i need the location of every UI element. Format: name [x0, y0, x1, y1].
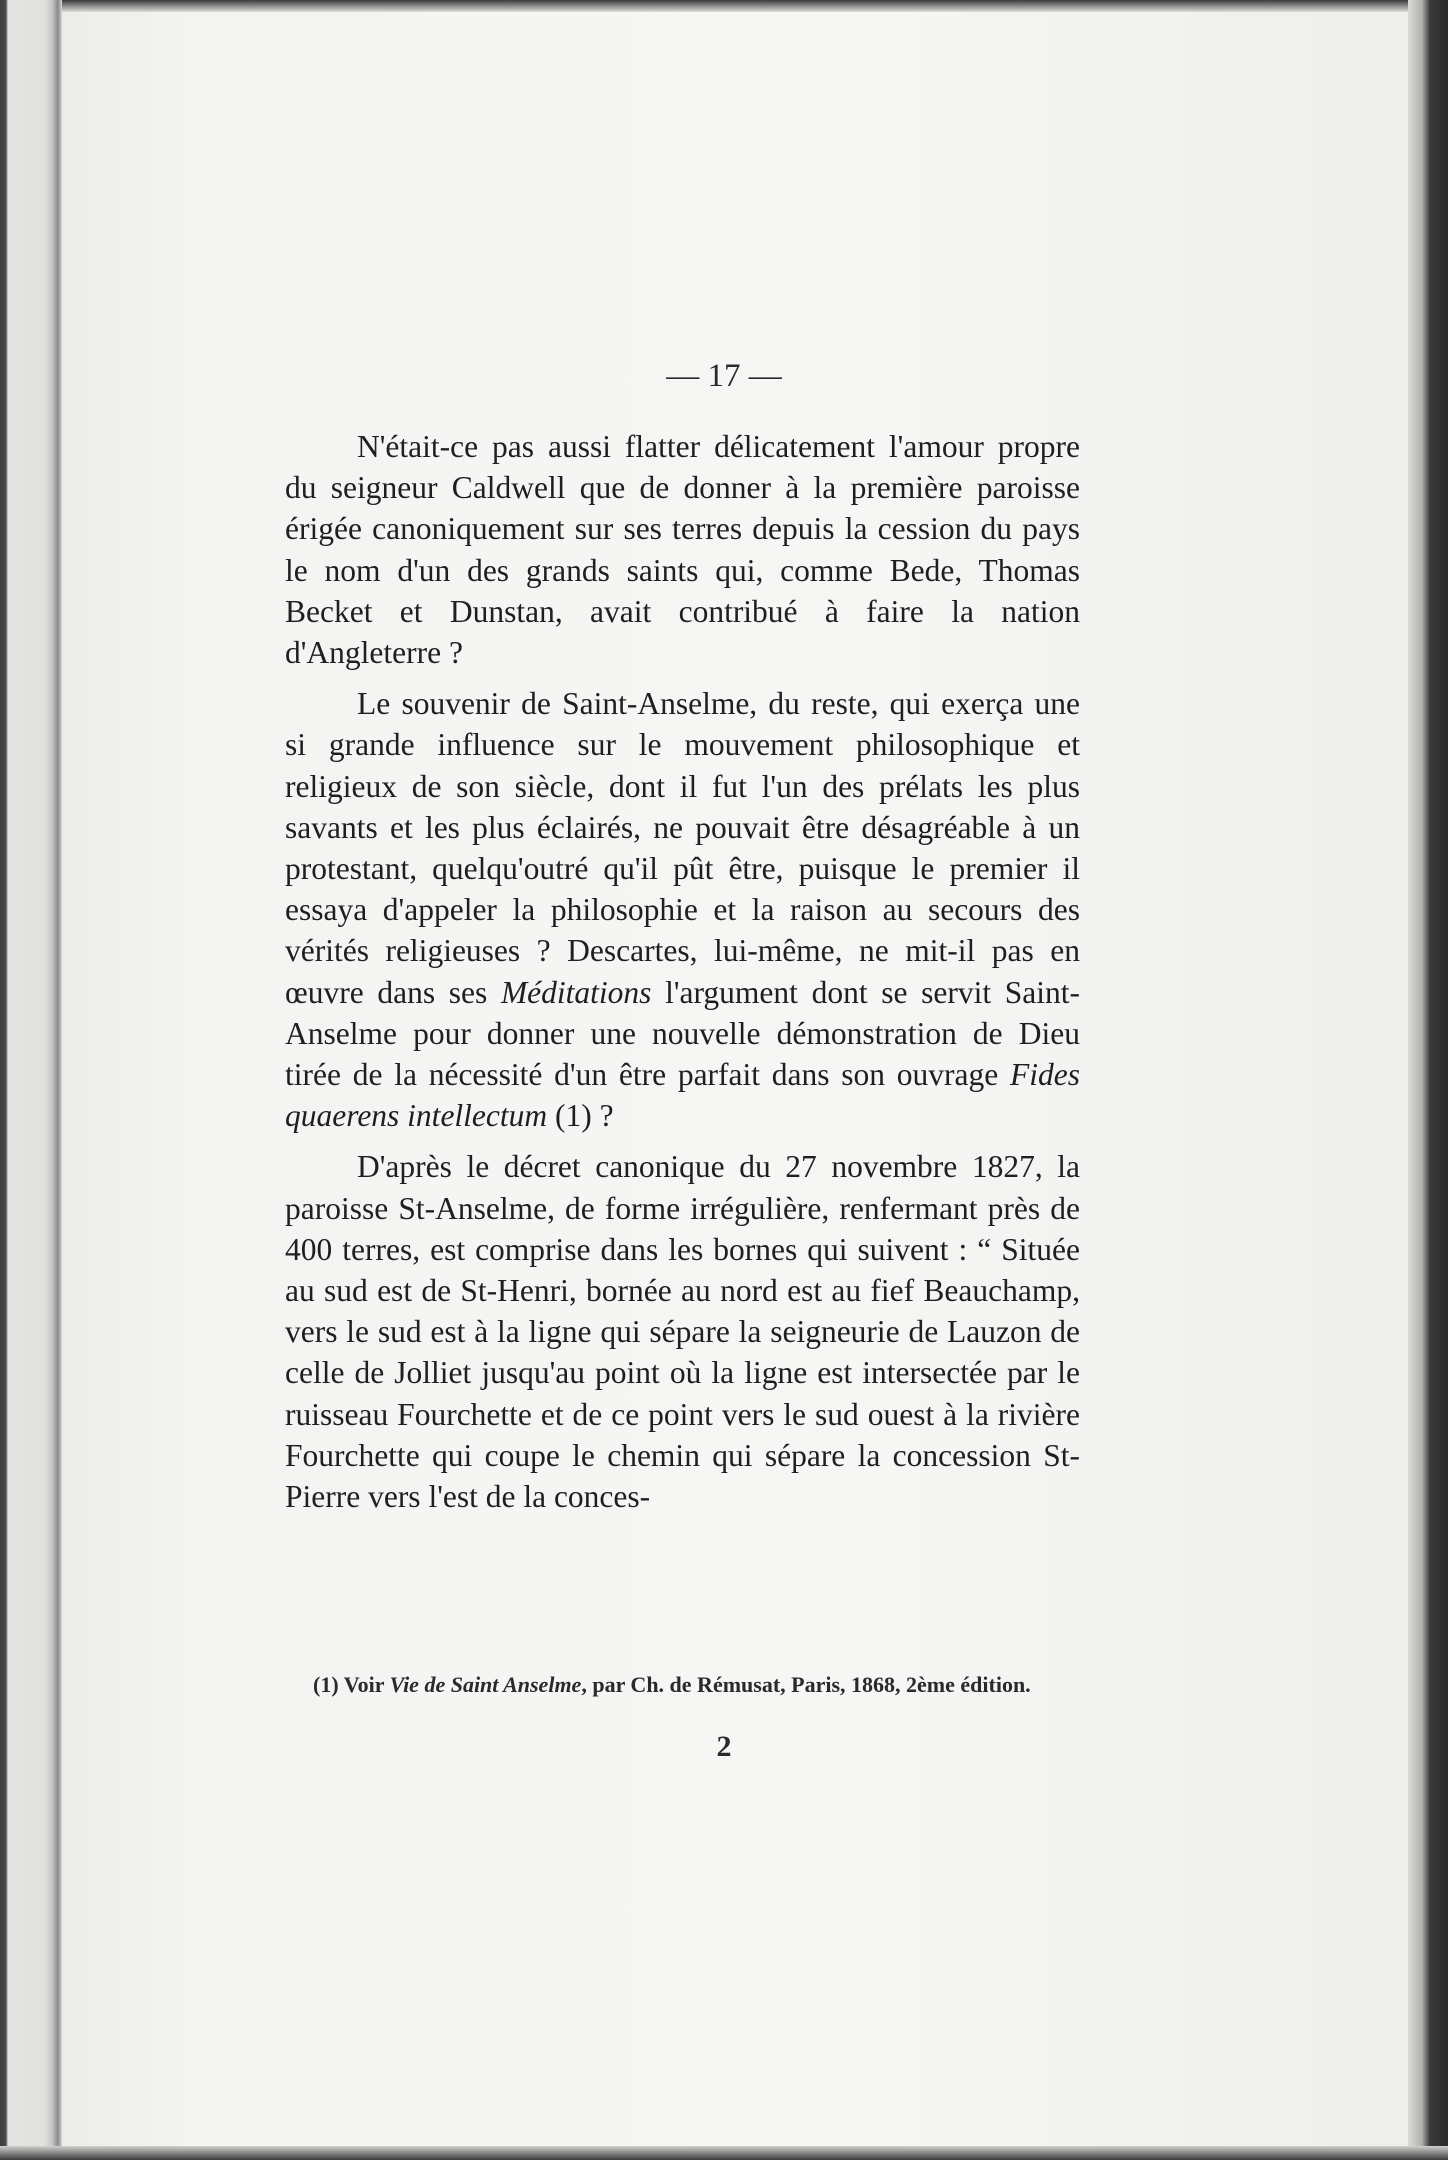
- footnote-marker: (1) Voir: [313, 1672, 390, 1697]
- italic-title-fides: Fides quaerens intellectum: [285, 1057, 1080, 1134]
- paragraph-2: [285, 683, 1080, 1136]
- paragraph-1: N'était-ce pas aussi flatter délicatement l'amour propre du seigneur Caldwell que de donner à la première paroisse érigée canoniquement sur ses terres depuis la cession du pays le nom d'un des grands saints qui, comme Bede, Thomas Becket et Dunstan, avait contribué à faire la nation d'Angleterre ?: [285, 429, 1080, 671]
- page-top-edge: [0, 0, 1448, 12]
- paragraph-2-part-2: l'argument dont se servit Saint-Anselme pour donner une nouvelle démonstration de Dieu tirée de la nécessité d'un être parfait dans son ouvrage: [285, 974, 1080, 1093]
- footnote-rest: , par Ch. de Rémusat, Paris, 1868, 2ème édition.: [581, 1672, 1031, 1697]
- footnote: [275, 1670, 1075, 1700]
- paragraph-2-part-1: Le souvenir de Saint-Anselme, du reste, qui exerça une si grande influence sur le mouvement philosophique et religieux de son siècle, dont il fut l'un des prélats les plus savants et les plus éclairés, ne pouvait être désagréable à un protestant, quelqu'outré qu'il pût être, puisque le premier il essaya d'appeler la philosophie et la raison au secours des vérités religieuses ? Descartes, lui-même, ne mit-il pas en œuvre dans ses: [285, 686, 1080, 1010]
- italic-title-meditations: Méditations: [500, 974, 652, 1010]
- footnote-title: Vie de Saint Anselme: [389, 1672, 582, 1697]
- paragraph-2-part-3: (1) ?: [547, 1098, 614, 1134]
- body-text: [285, 426, 1080, 1517]
- book-binding: [0, 0, 62, 2160]
- paragraph-3: D'après le décret canonique du 27 novembre 1827, la paroisse St-Anselme, de forme irrégulière, renfermant près de 400 terres, est comprise dans les bornes qui suivent : “ Située au sud est de St-Henri, bornée au nord est au fief Beauchamp, vers le sud est à la ligne qui sépare la seigneurie de Lauzon de celle de Jolliet jusqu'au point où la ligne est intersectée par le ruisseau Fourchette et de ce point vers le sud ouest à la rivière Fourchette qui coupe le chemin qui sépare la concession St-Pierre vers l'est de la conces-: [285, 1149, 1080, 1515]
- signature-mark: 2: [716, 1730, 732, 1763]
- page-number: — 17 —: [666, 358, 782, 394]
- page-bottom-edge: [0, 2146, 1448, 2160]
- footnote-text: [275, 1670, 1075, 1700]
- page-right-edge: [1408, 0, 1448, 2160]
